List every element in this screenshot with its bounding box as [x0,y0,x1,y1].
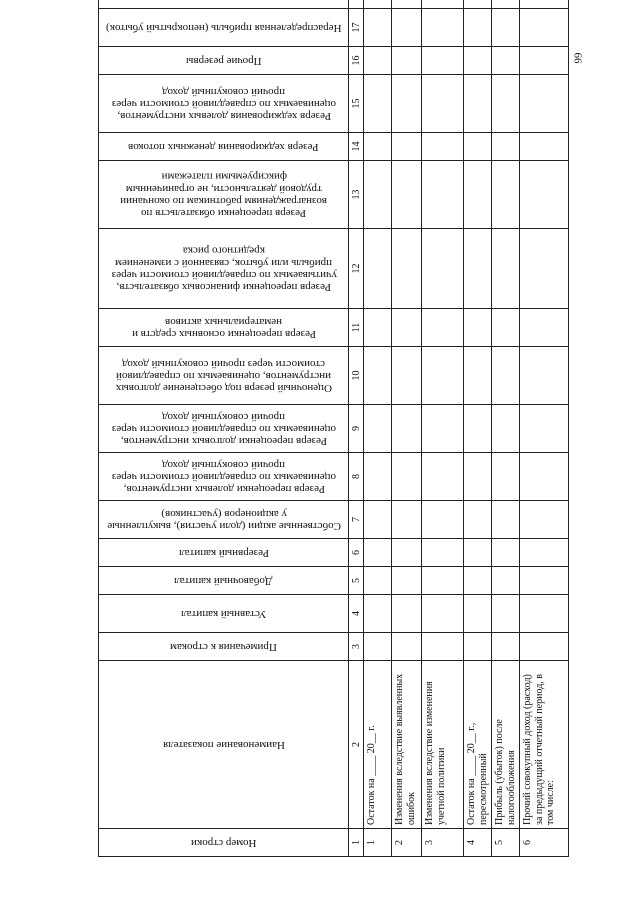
page-number: 66 [571,52,584,64]
table-row [392,0,422,857]
col-header-17: Нераспределенная прибыль (непокрытый убыток) [99,9,349,47]
col-number: 2 [349,661,364,829]
col-header-6: Резервный капитал [99,539,349,567]
table-row [422,0,464,857]
col-header-5: Добавочный капитал [99,567,349,595]
row-label: Изменения вследствие выявленных ошибок [392,661,422,829]
col-header-4: Уставный капитал [99,595,349,633]
col-header-14: Резерв хеджирования денежных потоков [99,133,349,161]
col-header-12: Резерв переоценки финансовых обязательств, учитываемых по справедливой стоимости через прибыль или убыток, связанной с изменением кредитного риска [99,229,349,309]
col-number: 6 [349,539,364,567]
col-header-2: Наименование показателя [99,661,349,829]
equity-changes-table [98,0,569,857]
row-number: 5 [492,829,520,857]
col-header-8: Резерв переоценки долевых инструментов, оцениваемых по справедливой стоимости через прочий совокупный доход [99,453,349,501]
col-number: 3 [349,633,364,661]
col-header-3: Примечания к строкам [99,633,349,661]
column-number-row [349,0,364,857]
col-header-15: Резерв хеджирования долевых инструментов, оцениваемых по справедливой стоимости через прочий совокупный доход [99,75,349,133]
col-number: 1 [349,829,364,857]
header-row [99,0,349,857]
col-number: 15 [349,75,364,133]
row-label: Остаток на ____ 20__ г. [364,661,392,829]
row-number: 6 [520,829,569,857]
col-header-7: Собственные акции (доли участия), выкупленные у акционеров (участников) [99,501,349,539]
table-row [364,0,392,857]
row-number: 1 [364,829,392,857]
col-header-13: Резерв переоценки обязательств по вознаграждениям работникам по окончании трудовой деятельности, не ограниченным фиксируемыми платежами [99,161,349,229]
col-header-10: Оценочный резерв под обесценение долговых инструментов, оцениваемых по справедливой стоимости через прочий совокупный доход [99,347,349,405]
statement-table-rotated [98,21,567,857]
col-number: 5 [349,567,364,595]
table-row [520,0,569,857]
col-number: 14 [349,133,364,161]
table-row [492,0,520,857]
col-header-18 [99,0,349,9]
row-number: 3 [422,829,464,857]
col-number: 17 [349,9,364,47]
col-header-16: Прочие резервы [99,47,349,75]
col-number: 7 [349,501,364,539]
col-number [349,0,364,9]
table-row [464,0,492,857]
row-label: Прибыль (убыток) после налогообложения [492,661,520,829]
col-number: 11 [349,309,364,347]
col-number: 4 [349,595,364,633]
col-header-9: Резерв переоценки долговых инструментов, оцениваемых по справедливой стоимости через прочий совокупный доход [99,405,349,453]
col-number: 10 [349,347,364,405]
col-header-1: Номер строки [99,829,349,857]
row-number: 2 [392,829,422,857]
row-number: 4 [464,829,492,857]
row-label: Остаток на ____ 20__ г., пересмотренный [464,661,492,829]
col-number: 16 [349,47,364,75]
col-header-11: Резерв переоценки основных средств и нематериальных активов [99,309,349,347]
row-label: Изменения вследствие изменения учетной политики [422,661,464,829]
row-label: Прочий совокупный доход (расход) за предыдущий отчетный период, в том числе: [520,661,569,829]
col-number: 12 [349,229,364,309]
col-number: 9 [349,405,364,453]
col-number: 8 [349,453,364,501]
col-number: 13 [349,161,364,229]
